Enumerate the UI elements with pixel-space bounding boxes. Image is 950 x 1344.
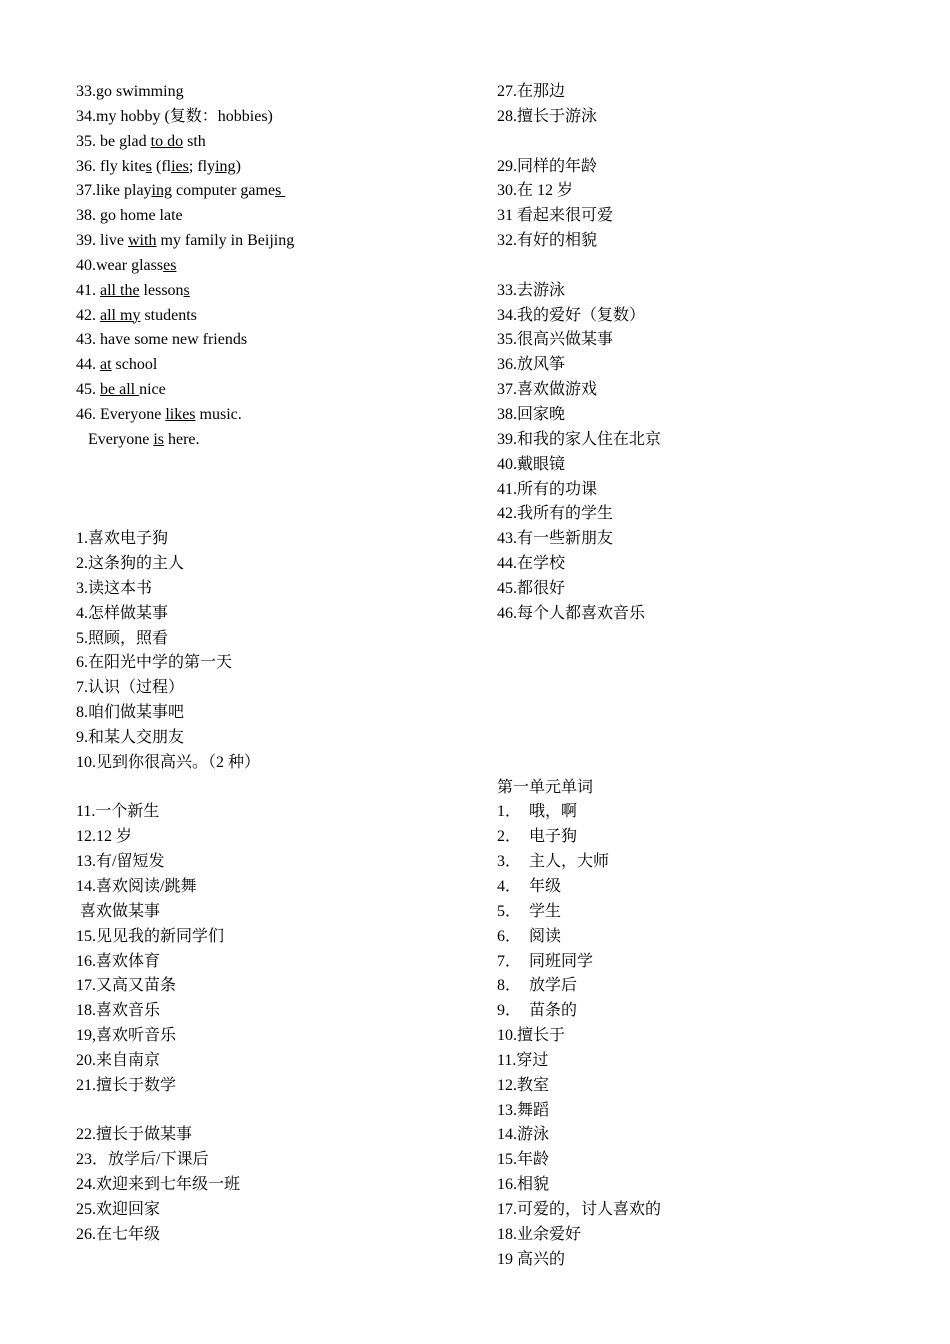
phrase-cn-11: 11.一个新生: [76, 803, 160, 821]
phrase-cn-13: 13.有/留短发: [76, 853, 165, 871]
vocab-item-6: 6． 阅读: [497, 927, 562, 945]
phrase-42-en: 42. all my students: [76, 306, 197, 324]
phrase-cn-19: 19,喜欢听音乐: [76, 1027, 177, 1045]
phrase-cn-41: 41.所有的功课: [497, 480, 598, 498]
phrase-35-en: 35. be glad to do sth: [76, 132, 206, 150]
vocab-item-15: 15.年龄: [497, 1151, 550, 1169]
phrase-cn-14: 14.喜欢阅读/跳舞: [76, 878, 197, 895]
phrase-cn-23: 23．放学后/下课后: [76, 1151, 209, 1169]
phrase-cn-37: 37.喜欢做游戏: [497, 381, 598, 399]
phrase-44-en: 44. at school: [76, 356, 158, 374]
vocab-item-11: 11.穿过: [497, 1051, 549, 1069]
phrase-cn-40: 40.戴眼镜: [497, 455, 566, 473]
phrase-cn-44: 44.在学校: [497, 555, 566, 573]
phrase-cn-3: 3.读这本书: [76, 579, 153, 597]
phrase-cn-42: 42.我所有的学生: [497, 505, 614, 523]
phrase-cn-7: 7.认识（过程）: [76, 679, 185, 697]
vocab-item-14: 14.游泳: [497, 1126, 550, 1144]
phrase-cn-22: 22.擅长于做某事: [76, 1126, 193, 1144]
vocab-item-18: 18.业余爱好: [497, 1225, 582, 1243]
phrase-cn-8: 8.咱们做某事吧: [76, 704, 185, 722]
vocab-item-7: 7． 同班同学: [497, 952, 594, 970]
phrase-cn-31: 31 看起来很可爱: [497, 207, 614, 225]
phrase-45-en: 45. be all nice: [76, 381, 166, 399]
spacer: [76, 1099, 476, 1124]
phrase-cn-36: 36.放风筝: [497, 356, 566, 374]
phrase-cn-6: 6.在阳光中学的第一天: [76, 654, 233, 672]
spacer: [76, 776, 476, 801]
phrase-cn-32: 32.有好的相貌: [497, 232, 598, 250]
vocab-item-1: 1． 哦，啊: [497, 803, 578, 821]
phrase-40-en: 40.wear glasses: [76, 256, 177, 274]
vocab-item-19: 19 高兴的: [497, 1250, 566, 1268]
vocab-item-10: 10.擅长于: [497, 1027, 566, 1045]
phrase-38-en: 38. go home late: [76, 207, 183, 225]
phrase-43-en: 43. have some new friends: [76, 331, 248, 349]
phrase-cn-1: 1.喜欢电子狗: [76, 530, 169, 548]
vocab-item-17: 17.可爱的，讨人喜欢的: [497, 1200, 662, 1218]
spacer: [497, 726, 917, 751]
spacer: [76, 502, 476, 527]
vocab-item-16: 16.相貌: [497, 1176, 550, 1194]
vocab-item-12: 12.教室: [497, 1076, 550, 1094]
phrase-39-en: 39. live with my family in Beijing: [76, 232, 295, 250]
phrase-cn-24: 24.欢迎来到七年级一班: [76, 1176, 241, 1194]
vocab-item-4: 4． 年级: [497, 878, 562, 895]
phrase-cn-26: 26.在七年级: [76, 1225, 161, 1243]
phrase-cn-16: 16.喜欢体育: [76, 952, 161, 970]
vocab-item-5: 5． 学生: [497, 902, 562, 920]
vocab-heading: 第一单元单词: [497, 778, 594, 796]
phrase-cn-5: 5.照顾，照看: [76, 629, 169, 647]
left-column: [76, 80, 476, 1248]
vocab-item-8: 8． 放学后: [497, 977, 578, 995]
spacer: [497, 751, 917, 776]
phrase-cn-39: 39.和我的家人住在北京: [497, 430, 662, 448]
phrase-cn-30: 30.在 12 岁: [497, 182, 574, 200]
phrase-cn-9: 9.和某人交朋友: [76, 728, 185, 746]
phrase-cn-29: 29.同样的年龄: [497, 157, 598, 175]
spacer: [497, 130, 917, 155]
phrase-cn-12: 12.12 岁: [76, 828, 133, 846]
phrase-46-en: 46. Everyone likes music.: [76, 405, 242, 423]
vocab-item-13: 13.舞蹈: [497, 1101, 550, 1119]
phrase-33-en: 33.go swimming: [76, 83, 184, 100]
spacer: [497, 701, 917, 726]
phrase-cn-15: 15.见见我的新同学们: [76, 927, 225, 945]
phrase-36-en: 36. fly kites (flies; flying): [76, 157, 241, 175]
phrase-cn-38: 38.回家晚: [497, 405, 566, 423]
phrase-cn-43: 43.有一些新朋友: [497, 530, 614, 548]
phrase-34-en: 34.my hobby (复数：hobbies): [76, 107, 273, 125]
phrase-cn-4: 4.怎样做某事: [76, 604, 169, 622]
phrase-cn-2: 2.这条狗的主人: [76, 555, 185, 573]
spacer: [76, 478, 476, 503]
phrase-41-en: 41. all the lessons: [76, 281, 190, 299]
spacer: [497, 676, 917, 701]
phrase-37-en: 37.like playing computer games: [76, 182, 286, 200]
spacer: [76, 453, 476, 478]
vocab-item-3: 3． 主人，大师: [497, 853, 610, 871]
phrase-cn-33: 33.去游泳: [497, 281, 566, 299]
phrase-cn-35: 35.很高兴做某事: [497, 331, 614, 349]
phrase-cn-18: 18.喜欢音乐: [76, 1002, 161, 1020]
phrase-cn-21: 21.擅长于数学: [76, 1076, 177, 1094]
phrase-cn-17: 17.又高又苗条: [76, 977, 177, 995]
phrase-cn-34: 34.我的爱好（复数）: [497, 306, 646, 324]
spacer: [497, 254, 917, 279]
spacer: [497, 651, 917, 676]
vocab-item-9: 9． 苗条的: [497, 1002, 578, 1020]
phrase-cn-25: 25.欢迎回家: [76, 1200, 161, 1218]
phrase-cn-28: 28.擅长于游泳: [497, 107, 598, 125]
spacer: [497, 627, 917, 652]
vocab-item-2: 2． 电子狗: [497, 828, 578, 846]
right-column: [497, 80, 917, 1273]
phrase-cn-46: 46.每个人都喜欢音乐: [497, 604, 646, 622]
phrase-46b-en: Everyone is here.: [76, 430, 200, 448]
phrase-cn-45: 45.都很好: [497, 579, 566, 597]
phrase-cn-10: 10.见到你很高兴。（2 种）: [76, 753, 261, 771]
phrase-cn-14b: 喜欢做某事: [76, 902, 161, 920]
phrase-cn-27: 27.在那边: [497, 83, 566, 100]
phrase-cn-20: 20.来自南京: [76, 1051, 161, 1069]
